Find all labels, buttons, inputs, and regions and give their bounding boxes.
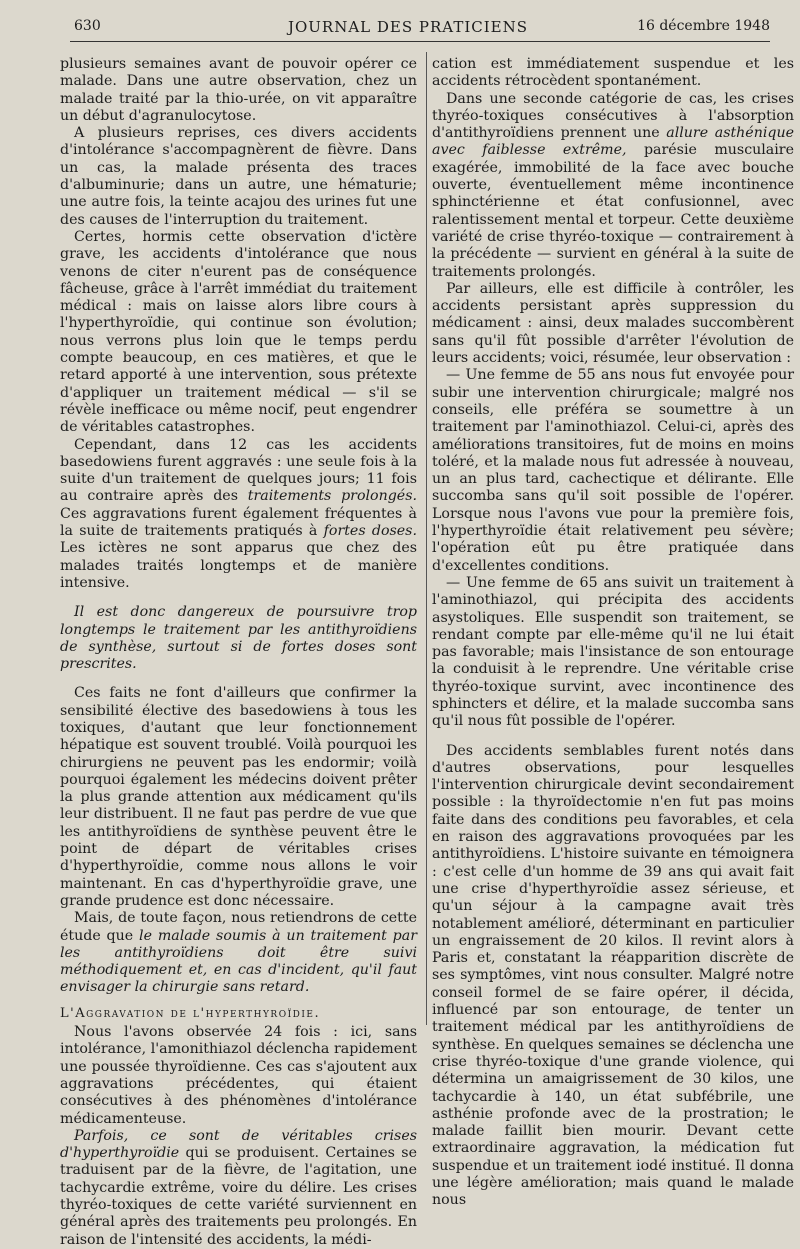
case-paragraph: — Une femme de 55 ans nous fut envoyée pour subir une intervention chirurgicale; malgré nos conseils, elle préféra se soumettre à un traitement par l'aminothiazol. Celui-ci, après des améliorations transitoires, fut de moins en moins toléré, et la malade nous fut adressée à nouveau, un an plus tard, cachectique et délirante. Elle succomba sans qu'il soit possible de l'opérer. Lorsque nous l'avons vue pour la première fois, l'hyperthyroïdie était relativement peu sévère; l'opération eût pu être pratiquée dans d'excellentes conditions. (432, 367, 794, 574)
page-number: 630 (74, 18, 101, 34)
paragraph: Mais, de toute façon, nous retiendrons de cette étude que le malade soumis à un traitement par les antithyroïdiens doit être suivi méthodiquement et, en cas d'incident, qu'il faut envisager la chirurgie sans retard. (60, 910, 417, 996)
case-paragraph: — Une femme de 65 ans suivit un traitement à l'aminothiazol, qui précipita des accidents asystoliques. Elle suspendit son traitement, se rendant compte par elle-même qu'il ne lui était pas favorable; mais l'insistance de son entourage la conduisit à le reprendre. Une véritable crise thyréo-toxique survint, avec incontinence des sphincters et délire, et la malade succomba sans qu'il nous fût possible de l'opérer. (432, 574, 794, 730)
paragraph: Des accidents semblables furent notés dans d'autres observations, pour lesquelles l'intervention chirurgicale devint secondairement possible : la thyroïdectomie n'en fut pas moins faite dans des conditions peu favorables, et cela en raison des aggravations provoquées par les antithyroïdiens. L'histoire suivante en témoignera : c'est celle d'un homme de 39 ans qui avait fait une crise d'hyperthyroïdie assez sérieuse, et qu'un séjour à la campagne avait très notablement amélioré, déterminant en particulier un engraissement de 20 kilos. Il revint alors à Paris et, constatant la réapparition discrète de ses symptômes, vint nous consulter. Malgré notre conseil formel de se faire opérer, il décida, influencé par son entourage, de tenter un traitement médical par les antithyroïdiens de synthèse. En quelques semaines se déclencha une crise thyréo-toxique d'une grande violence, qui détermina un amaigrissement de 30 kilos, une tachycardie à 140, un état subfébrile, une asthénie profonde avec de la prostration; le malade faillit bien mourir. Devant cette extraordinaire aggravation, la médication fut suspendue et un traitement iodé institué. Il donna une légère amélioration; mais quand le malade nous (432, 742, 794, 1209)
issue-date: 16 décembre 1948 (637, 18, 770, 34)
conclusion-paragraph: Il est donc dangereux de poursuivre trop longtemps le traitement par les antithyroïdiens de synthèse, surtout si de fortes doses sont prescrites. (60, 604, 417, 673)
paragraph: A plusieurs reprises, ces divers accidents d'intolérance s'accompagnèrent de fièvre. Dans un cas, la malade présenta des traces d'albuminurie; dans un autre, une hématurie; une autre fois, la teinte acajou des urines fut une des causes de l'interruption du traitement. (60, 125, 417, 228)
emphasis: le malade soumis à un traitement par les antithyroïdiens doit être suivi méthodiquement et, en cas d'incident, qu'il faut envisager la chirurgie sans retard. (60, 927, 417, 996)
right-column (432, 56, 794, 1209)
paragraph: Par ailleurs, elle est difficile à contrôler, les accidents persistant après suppression du médicament : ainsi, deux malades succombèrent sans qu'il fût possible d'arrêter l'évolution de leurs accidents; voici, résumée, leur observation : (432, 280, 794, 367)
section-heading: L'Aggravation de l'hyperthyroïdie. (60, 1005, 321, 1021)
journal-title: JOURNAL DES PRATICIENS (287, 18, 529, 36)
paragraph: Parfois, ce sont de véritables crises d'hyperthyroïdie qui se produisent. Certaines se traduisent par de la fièvre, de l'agitation, une tachycardie extrême, voire du délire. Les crises thyréo-toxiques de cette variété surviennent en général après des traitements peu prolongés. En raison de l'intensité des accidents, la médi- (60, 1127, 417, 1248)
emphasis: allure asthénique avec faiblesse extrême, (432, 125, 794, 159)
paragraph: Ces faits ne font d'ailleurs que confirmer la sensibilité élective des basedowiens à tous les toxiques, d'autant que leur fonctionnement hépatique est souvent troublé. Voilà pourquoi les chirurgiens ne peuvent pas les endormir; voilà pourquoi également les médecins doivent prêter la plus grande attention aux médicament qu'ils leur distribuent. Il ne faut pas perdre de vue que les antithyroïdiens de synthèse peuvent être le point de départ de véritables crises d'hyperthyroïdie, comme nous allons le voir maintenant. En cas d'hyperthyroïdie grave, une grande prudence est donc nécessaire. (60, 685, 417, 909)
left-column (60, 56, 417, 1248)
header-rule (70, 41, 770, 42)
paragraph: plusieurs semaines avant de pouvoir opérer ce malade. Dans une autre observation, chez un malade traité par la thio-urée, on vit apparaître un début d'agranulocytose. (60, 56, 417, 124)
emphasis: traitements prolongés. (247, 488, 417, 505)
page-header (46, 14, 770, 36)
paragraph: Nous l'avons observée 24 fois : ici, sans intolérance, l'amonithiazol déclencha rapidement une poussée thyroïdienne. Ces cas s'ajoutent aux aggravations précédentes, qui étaient consécutives à des phénomènes d'intolérance médicamenteuse. (60, 1024, 417, 1127)
paragraph: cation est immédiatement suspendue et les accidents rétrocèdent spontanément. (432, 56, 794, 90)
paragraph: Cependant, dans 12 cas les accidents basedowiens furent aggravés : une seule fois à la suite d'un traitement de quelques jours; 11 fois au contraire après des traitements prolongés. Ces aggravations furent également fréquentes à la suite de traitements pratiqués à fortes doses. Les ictères ne sont apparus que chez des malades traités longtemps et de manière intensive. (60, 436, 417, 591)
column-divider (426, 52, 427, 1025)
paragraph: Certes, hormis cette observation d'ictère grave, les accidents d'intolérance que nous venons de citer n'eurent pas de conséquence fâcheuse, grâce à l'arrêt immédiat du traitement médical : mais on laisse alors libre cours à l'hyperthyroïdie, qui continue son évolution; nous verrons plus loin que le temps perdu compte beaucoup, en ces matières, et que le retard apporté à une intervention, sous prétexte d'appliquer un traitement médical — s'il se révèle inefficace ou même nocif, peut engendrer de véritables catastrophes. (60, 228, 417, 436)
emphasis: Parfois, ce sont de véritables crises d'hyperthyroïdie (60, 1127, 417, 1162)
paragraph: Dans une seconde catégorie de cas, les crises thyréo-toxiques consécutives à l'absorption d'antithyroïdiens prennent une allure asthénique avec faiblesse extrême, parésie musculaire exagérée, immobilité de la face avec bouche ouverte, éventuellement même incontinence sphinctérienne et état confusionnel, avec ralentissement mental et torpeur. Cette deuxième variété de crise thyréo-toxique — contrairement à la précédente — survient en général à la suite de traitements prolongés. (432, 90, 794, 280)
emphasis: fortes doses. (323, 523, 417, 540)
